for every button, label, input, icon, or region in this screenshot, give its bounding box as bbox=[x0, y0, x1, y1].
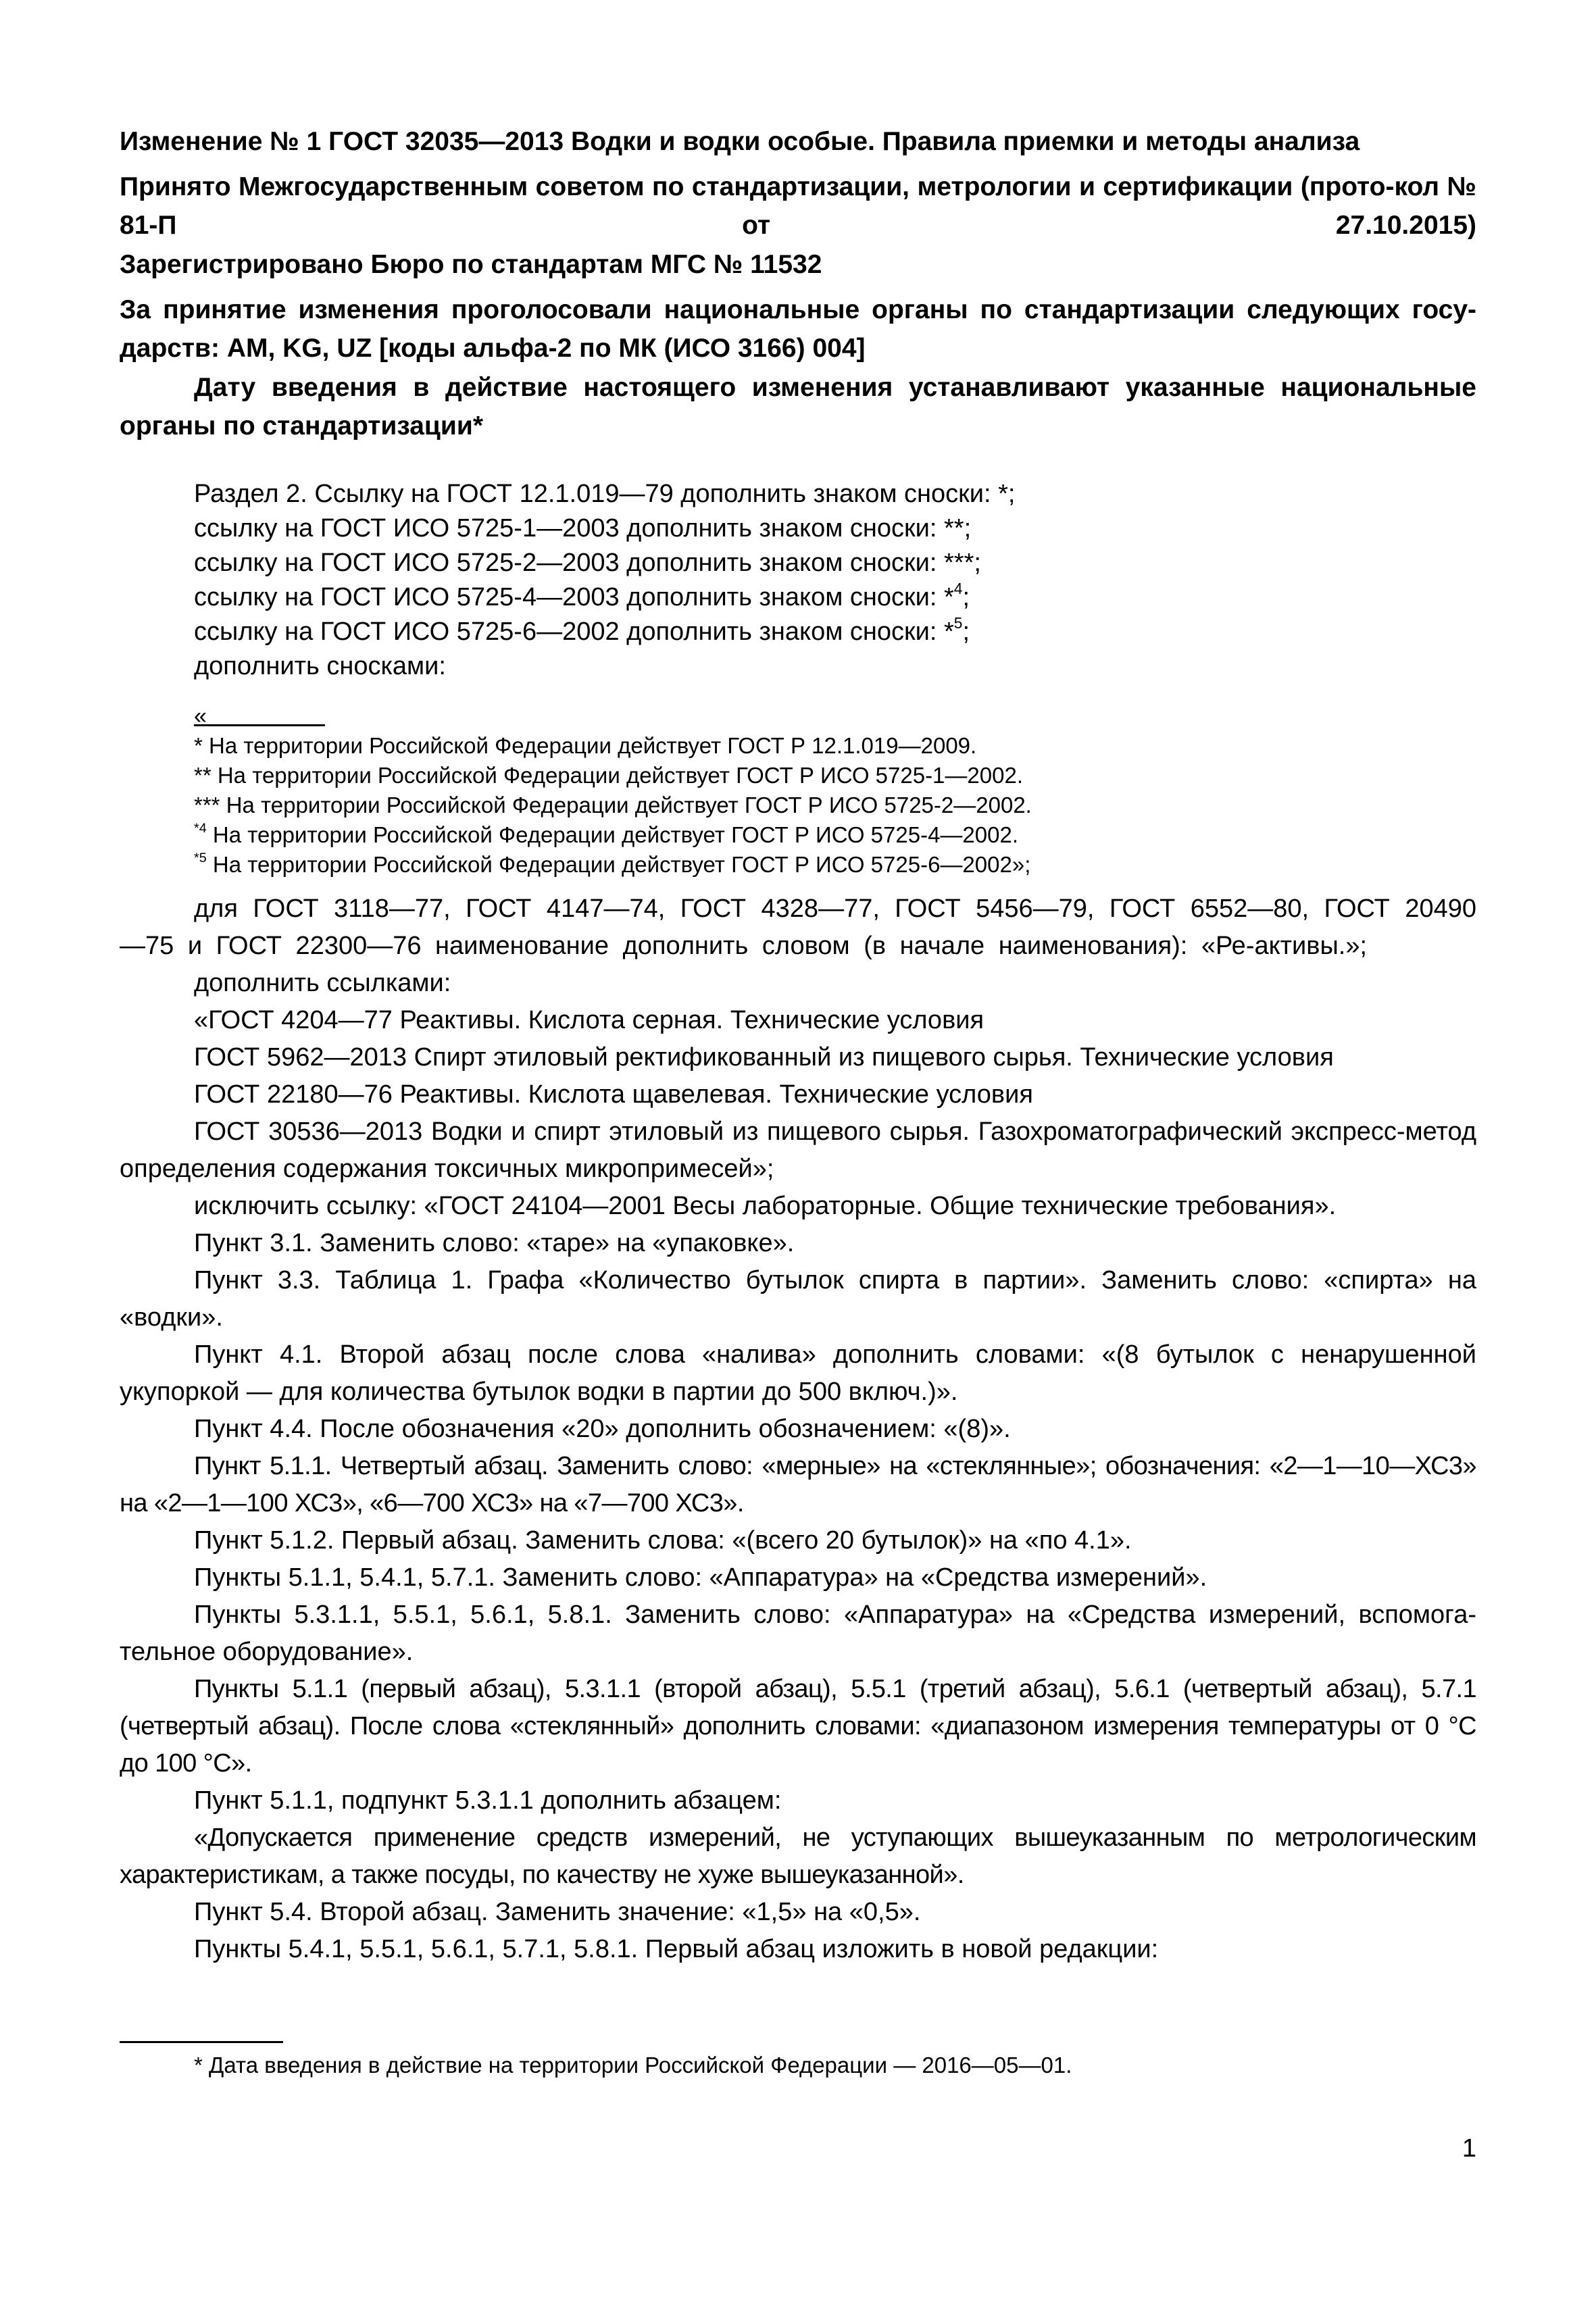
body-paragraph: ГОСТ 22180—76 Реактивы. Кислота щавелевая. Технические условия bbox=[194, 1080, 1033, 1109]
page-number: 1 bbox=[1462, 2134, 1476, 2163]
page-footnote-separator bbox=[120, 2041, 283, 2043]
inserted-footnote: $^{*5}$ На территории Российской Федерации действует ГОСТ Р ИСО 5725-6—2002»; bbox=[194, 851, 1031, 877]
footnote-mark: 5 bbox=[953, 613, 963, 632]
accepted-by: Принято Межгосударственным советом по стандартизации, метрологии и сертификации (прото-кол № 81-П от 27.10.2015) bbox=[120, 172, 1476, 240]
body-paragraph: Пункты 5.4.1, 5.5.1, 5.6.1, 5.7.1, 5.8.1. Первый абзац изложить в новой редакции: bbox=[194, 1935, 1159, 1963]
section2-line: ссылку на ГОСТ ИСО 5725-1—2003 дополнить знаком сноски: **; bbox=[194, 514, 972, 543]
body-paragraph: Пункты 5.1.1, 5.4.1, 5.7.1. Заменить слово: «Аппаратура» на «Средства измерений». bbox=[194, 1563, 1207, 1592]
section2-line: ссылку на ГОСТ ИСО 5725-2—2003 дополнить знаком сноски: ***; bbox=[194, 549, 981, 577]
body-paragraph: Пункты 5.1.1 (первый абзац), 5.3.1.1 (второй абзац), 5.5.1 (третий абзац), 5.6.1 (четвертый абзац), 5.7.1 (четвертый абзац). После слова «стеклянный» дополнить словами: «диапазоном измерения температуры от 0 °С до 100 °С». bbox=[120, 1675, 1476, 1778]
section2-line: ссылку на ГОСТ ИСО 5725-4—2003 дополнить знаком сноски: *$^4$; bbox=[194, 579, 970, 611]
body-paragraph: Пункт 5.1.2. Первый абзац. Заменить слова: «(всего 20 бутылок)» на «по 4.1». bbox=[194, 1526, 1132, 1555]
body-paragraph: исключить ссылку: «ГОСТ 24104—2001 Весы лабораторные. Общие технические требования». bbox=[194, 1192, 1337, 1220]
body-paragraph: Пункт 3.1. Заменить слово: «таре» на «упаковке». bbox=[194, 1229, 795, 1257]
inserted-footnote: * На территории Российской Федерации действует ГОСТ Р 12.1.019—2009. bbox=[194, 733, 977, 758]
section2-line: Раздел 2. Ссылку на ГОСТ 12.1.019—79 дополнить знаком сноски: *; bbox=[194, 480, 1016, 508]
effective-date-note: Дату введения в действие настоящего изменения устанавливают указанные национальные органы по стандартизации* bbox=[120, 373, 1476, 441]
body-paragraph: Пункт 4.1. Второй абзац после слова «налива» дополнить словами: «(8 бутылок с ненарушенной укупоркой — для количества бутылок водки в партии до 500 включ.)». bbox=[120, 1340, 1476, 1406]
document-title: Изменение № 1 ГОСТ 32035—2013 Водки и водки особые. Правила приемки и методы анализа bbox=[120, 127, 1360, 156]
body-paragraph: «Допускается применение средств измерений, не уступающих вышеуказанным по метрологическим характеристикам, а также посуды, по качеству не хуже вышеуказанной». bbox=[120, 1823, 1476, 1889]
body-paragraph: ГОСТ 5962—2013 Спирт этиловый ректификованный из пищевого сырья. Технические условия bbox=[194, 1043, 1334, 1072]
document-body bbox=[120, 890, 1476, 1968]
body-paragraph: Пункты 5.3.1.1, 5.5.1, 5.6.1, 5.8.1. Заменить слово: «Аппаратура» на «Средства измерений, вспомога-тельное оборудование». bbox=[120, 1601, 1476, 1666]
body-paragraph: дополнить ссылками: bbox=[194, 969, 451, 997]
inserted-footnote-text: На территории Российской Федерации действует ГОСТ Р ИСО 5725-6—2002»; bbox=[212, 852, 1031, 877]
page-footnote: * Дата введения в действие на территории Российской Федерации — 2016—05—01. bbox=[194, 2053, 1072, 2078]
body-paragraph: «ГОСТ 4204—77 Реактивы. Кислота серная. Технические условия bbox=[194, 1006, 984, 1034]
voting-note: За принятие изменения проголосовали национальные органы по стандартизации следующих госу-дарств: AM, KG, UZ [коды альфа-2 по МК (ИСО 3166) 004] bbox=[120, 295, 1476, 363]
footnote-mark: 4 bbox=[953, 579, 963, 597]
inserted-footnote: *** На территории Российской Федерации действует ГОСТ Р ИСО 5725-2—2002. bbox=[194, 793, 1032, 818]
body-paragraph: Пункт 5.1.1. Четвертый абзац. Заменить слово: «мерные» на «стеклянные»; обозначения: «2—1—10—ХС3» на «2—1—100 ХС3», «6—700 ХС3» на «7—700 ХС3». bbox=[120, 1452, 1476, 1517]
section2-line: ссылку на ГОСТ ИСО 5725-6—2002 дополнить знаком сноски: *$^5$; bbox=[194, 613, 970, 646]
inserted-footnote: ** На территории Российской Федерации действует ГОСТ Р ИСО 5725-1—2002. bbox=[194, 763, 1023, 788]
body-paragraph: Пункт 5.4. Второй абзац. Заменить значение: «1,5» на «0,5». bbox=[194, 1898, 921, 1926]
body-paragraph: Пункт 5.1.1, подпункт 5.3.1.1 дополнить абзацем: bbox=[194, 1786, 782, 1815]
body-paragraph: Пункт 4.4. После обозначения «20» дополнить обозначением: «(8)». bbox=[194, 1415, 1011, 1443]
footnote-separator bbox=[194, 724, 325, 726]
inserted-footnote: $^{*4}$ На территории Российской Федерации действует ГОСТ Р ИСО 5725-4—2002. bbox=[194, 821, 1019, 847]
quote-open: « bbox=[194, 703, 207, 729]
body-paragraph: ГОСТ 30536—2013 Водки и спирт этиловый из пищевого сырья. Газохроматографический экспресс-метод определения содержания токсичных микропримесей»; bbox=[120, 1117, 1476, 1183]
document-page bbox=[120, 0, 1476, 2314]
section2-line-text: ссылку на ГОСТ ИСО 5725-4—2003 дополнить знаком сноски: * bbox=[194, 583, 954, 611]
body-paragraph: для ГОСТ 3118—77, ГОСТ 4147—74, ГОСТ 4328—77, ГОСТ 5456—79, ГОСТ 6552—80, ГОСТ 20490—75 и ГОСТ 22300—76 наименование дополнить словом (в начале наименования): «Ре-активы.»; bbox=[120, 895, 1476, 960]
section2-line-text: ссылку на ГОСТ ИСО 5725-6—2002 дополнить знаком сноски: * bbox=[194, 618, 954, 646]
inserted-footnote-text: На территории Российской Федерации действует ГОСТ Р ИСО 5725-4—2002. bbox=[212, 822, 1019, 847]
registration-note: Зарегистрировано Бюро по стандартам МГС № 11532 bbox=[120, 250, 822, 279]
body-paragraph: Пункт 3.3. Таблица 1. Графа «Количество бутылок спирта в партии». Заменить слово: «спирта» на «водки». bbox=[120, 1266, 1476, 1332]
section2-line: дополнить сносками: bbox=[194, 652, 446, 680]
